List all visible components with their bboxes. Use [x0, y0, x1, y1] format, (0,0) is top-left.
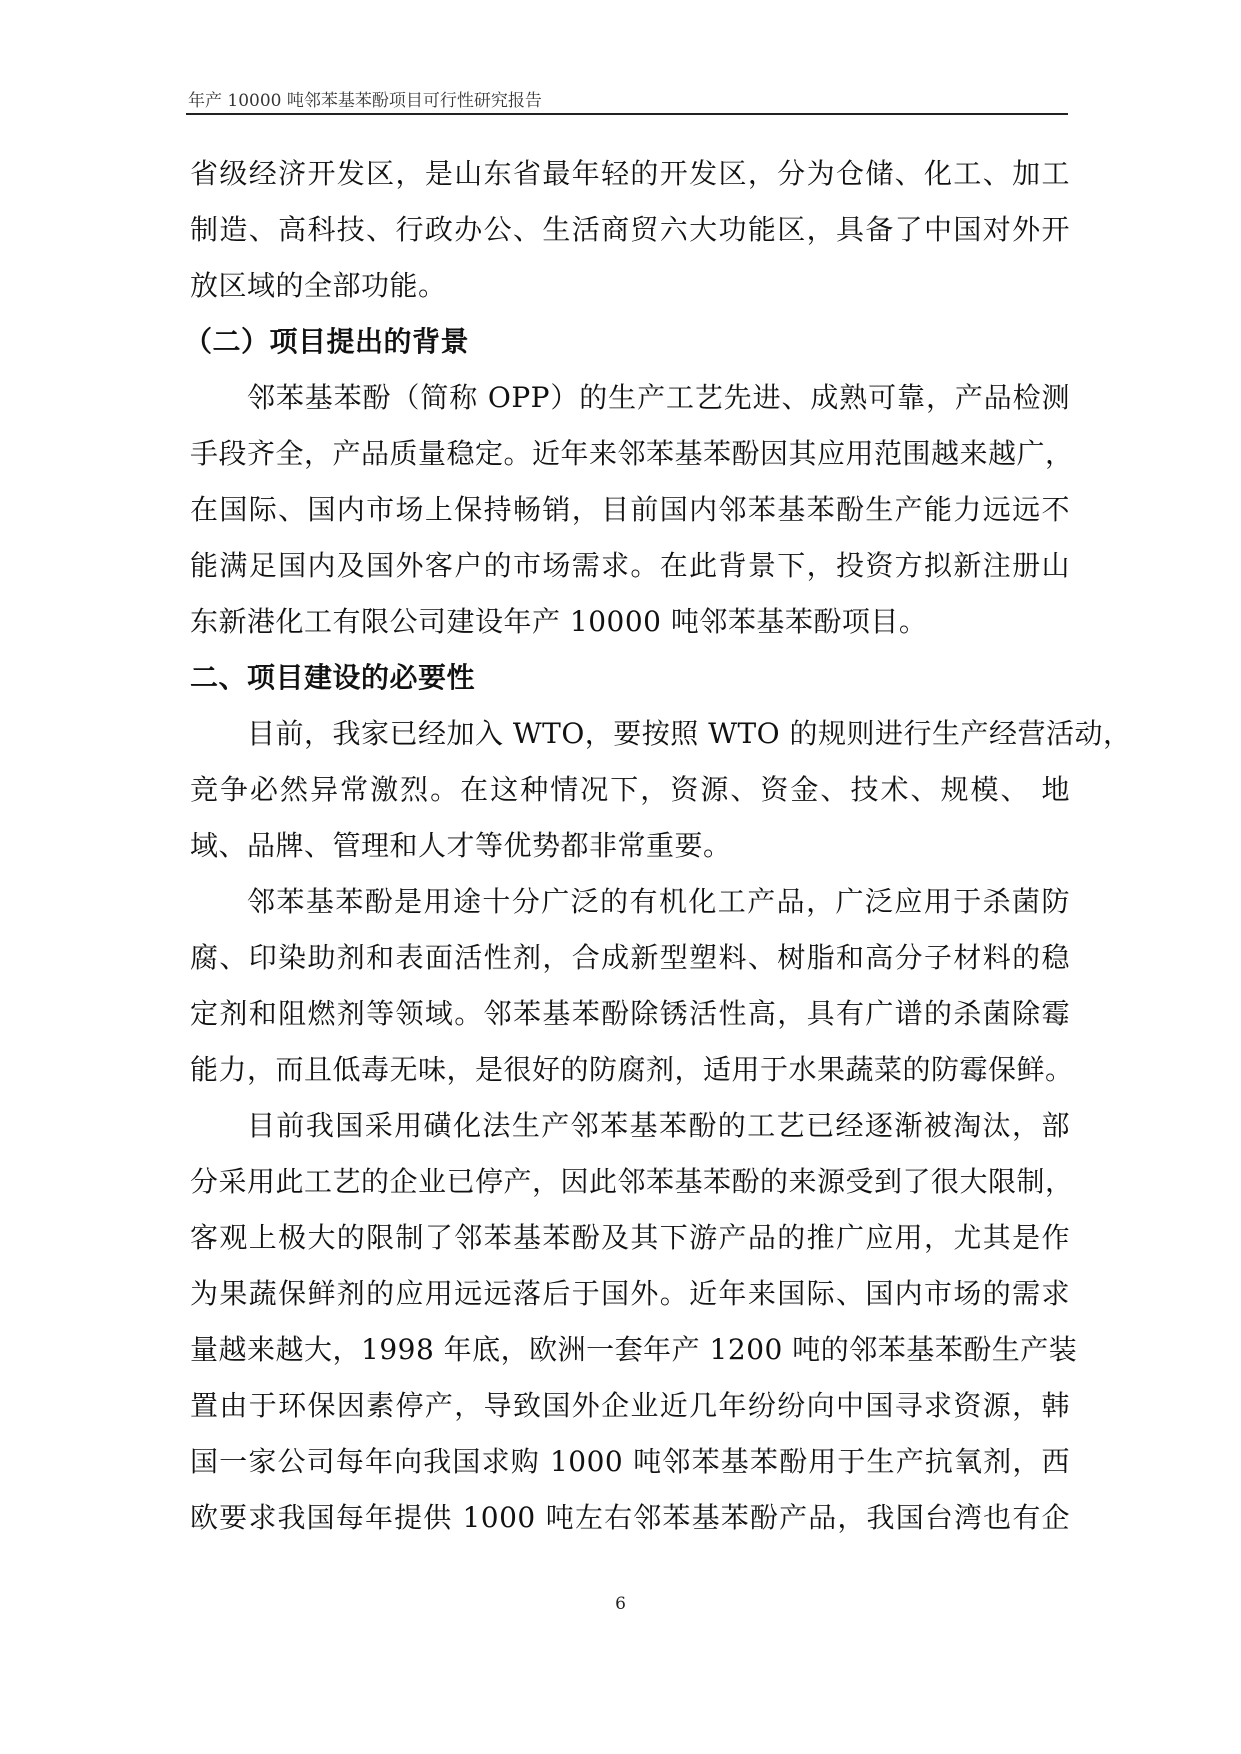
body-line: 能力，而且低毒无味，是很好的防腐剂，适用于水果蔬菜的防霉保鲜。: [190, 1053, 1074, 1086]
body-line: 量越来越大，1998 年底，欧洲一套年产 1200 吨的邻苯基苯酚生产装: [190, 1333, 1078, 1366]
header-rule: [186, 113, 1068, 115]
body-line: 省级经济开发区，是山东省最年轻的开发区，分为仓储、化工、加工: [190, 157, 1070, 190]
body-line: 放区域的全部功能。: [190, 269, 447, 302]
body-line: 目前，我家已经加入 WTO，要按照 WTO 的规则进行生产经营活动，: [247, 717, 1132, 750]
body-line: 在国际、国内市场上保持畅销，目前国内邻苯基苯酚生产能力远远不: [190, 493, 1070, 526]
body-line: 目前我国采用磺化法生产邻苯基苯酚的工艺已经逐渐被淘汰，部: [247, 1109, 1070, 1142]
body-line: 腐、印染助剂和表面活性剂，合成新型塑料、树脂和高分子材料的稳: [190, 941, 1070, 974]
body-line: 邻苯基苯酚（简称 OPP）的生产工艺先进、成熟可靠，产品检测: [247, 381, 1070, 414]
page-number: 6: [615, 1594, 626, 1614]
section-heading: （二）项目提出的背景: [184, 325, 470, 358]
body-line: 定剂和阻燃剂等领域。邻苯基苯酚除锈活性高，具有广谱的杀菌除霉: [190, 997, 1070, 1030]
document-body: [184, 146, 1132, 1546]
section-heading: 二、项目建设的必要性: [190, 661, 476, 694]
body-line: 邻苯基苯酚是用途十分广泛的有机化工产品，广泛应用于杀菌防: [247, 885, 1070, 918]
body-line: 为果蔬保鲜剂的应用远远落后于国外。近年来国际、国内市场的需求: [190, 1277, 1070, 1310]
body-line: 域、品牌、管理和人才等优势都非常重要。: [190, 829, 732, 862]
body-line: 东新港化工有限公司建设年产 10000 吨邻苯基苯酚项目。: [190, 605, 928, 638]
body-line: 竞争必然异常激烈。在这种情况下，资源、资金、技术、规模、 地: [190, 773, 1070, 806]
body-line: 置由于环保因素停产，导致国外企业近几年纷纷向中国寻求资源，韩: [190, 1389, 1070, 1422]
body-line: 分采用此工艺的企业已停产，因此邻苯基苯酚的来源受到了很大限制，: [190, 1165, 1074, 1198]
running-header: 年产 10000 吨邻苯基苯酚项目可行性研究报告: [188, 91, 542, 111]
body-line: 客观上极大的限制了邻苯基苯酚及其下游产品的推广应用，尤其是作: [190, 1221, 1070, 1254]
body-line: 能满足国内及国外客户的市场需求。在此背景下，投资方拟新注册山: [190, 549, 1070, 582]
body-line: 国一家公司每年向我国求购 1000 吨邻苯基苯酚用于生产抗氧剂，西: [190, 1445, 1070, 1478]
body-line: 手段齐全，产品质量稳定。近年来邻苯基苯酚因其应用范围越来越广，: [190, 437, 1074, 470]
body-line: 制造、高科技、行政办公、生活商贸六大功能区，具备了中国对外开: [190, 213, 1070, 246]
body-line: 欧要求我国每年提供 1000 吨左右邻苯基苯酚产品，我国台湾也有企: [190, 1501, 1070, 1534]
